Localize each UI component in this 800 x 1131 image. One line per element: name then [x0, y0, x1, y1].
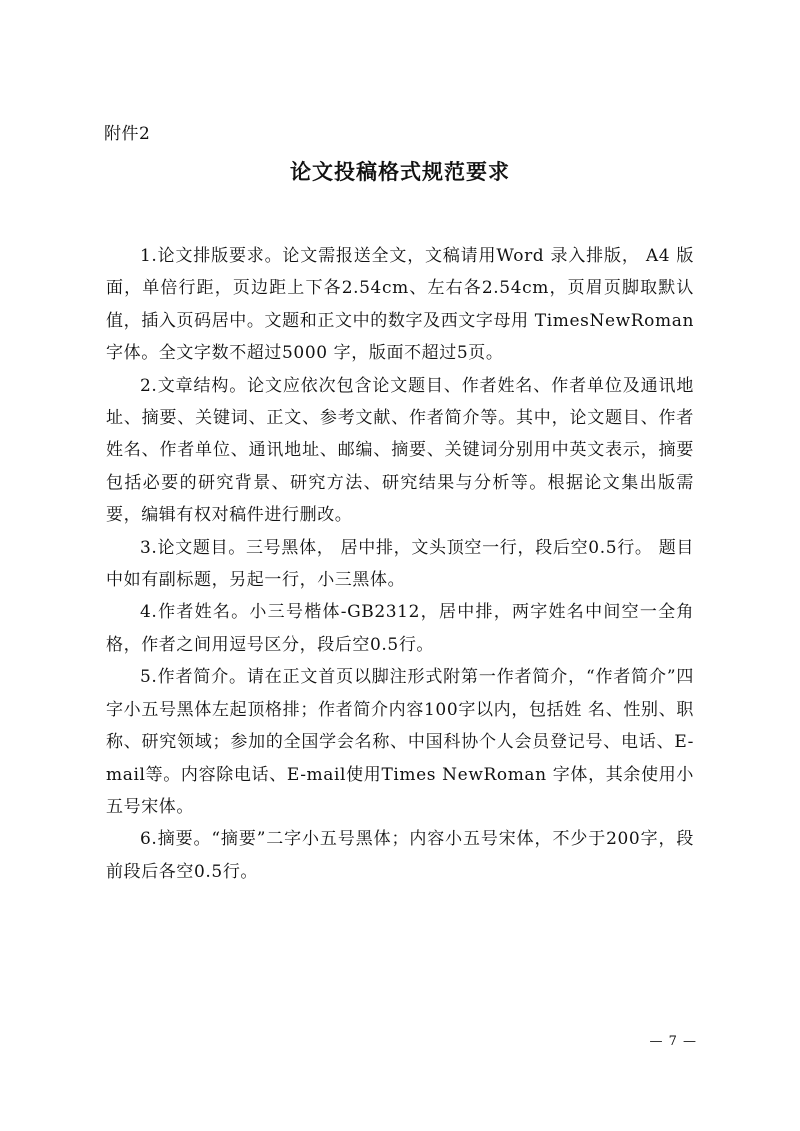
page-number: — 7 —: [649, 1034, 697, 1049]
paragraph-layout-requirements: 1.论文排版要求。论文需报送全文，文稿请用Word 录入排版， A4 版面，单倍行距，页边距上下各2.54cm、左右各2.54cm，页眉页脚取默认值，插入页码居中。文题和正文中的数字及西文字母用 TimesNewRoman 字体。全文字数不超过5000 字，版面不超过5页。: [106, 246, 694, 364]
attachment-label: 附件2: [104, 124, 151, 144]
document-title: 论文投稿格式规范要求: [290, 160, 510, 184]
paragraph-paper-title: 3.论文题目。三号黑体， 居中排，文头顶空一行，段后空0.5行。 题目中如有副标题，另起一行，小三黑体。: [106, 537, 694, 591]
paragraph-author-bio: 5.作者简介。请在正文首页以脚注形式附第一作者简介，“作者简介”四字小五号黑体左起顶格排；作者简介内容100字以内，包括姓 名、性别、职称、研究领域；参加的全国学会名称、中国科协个人会员登记号、电话、E-mail等。内容除电话、E-mail使用Times NewRoman 字体，其余使用小五号宋体。: [106, 667, 694, 817]
paragraph-author-name: 4.作者姓名。小三号楷体-GB2312，居中排，两字姓名中间空一全角格，作者之间用逗号区分，段后空0.5行。: [106, 602, 694, 655]
paragraph-article-structure: 2.文章结构。论文应依次包含论文题目、作者姓名、作者单位及通讯地址、摘要、关键词、正文、参考文献、作者简介等。其中，论文题目、作者姓名、作者单位、通讯地址、邮编、摘要、关键词分别用中英文表示，摘要包括必要的研究背景、研究方法、研究结果与分析等。根据论文集出版需要，编辑有权对稿件进行删改。: [106, 375, 694, 526]
paragraph-abstract: 6.摘要。“摘要”二字小五号黑体；内容小五号宋体，不少于200字，段前段后各空0.5行。: [106, 829, 694, 882]
document-body: [106, 240, 694, 888]
